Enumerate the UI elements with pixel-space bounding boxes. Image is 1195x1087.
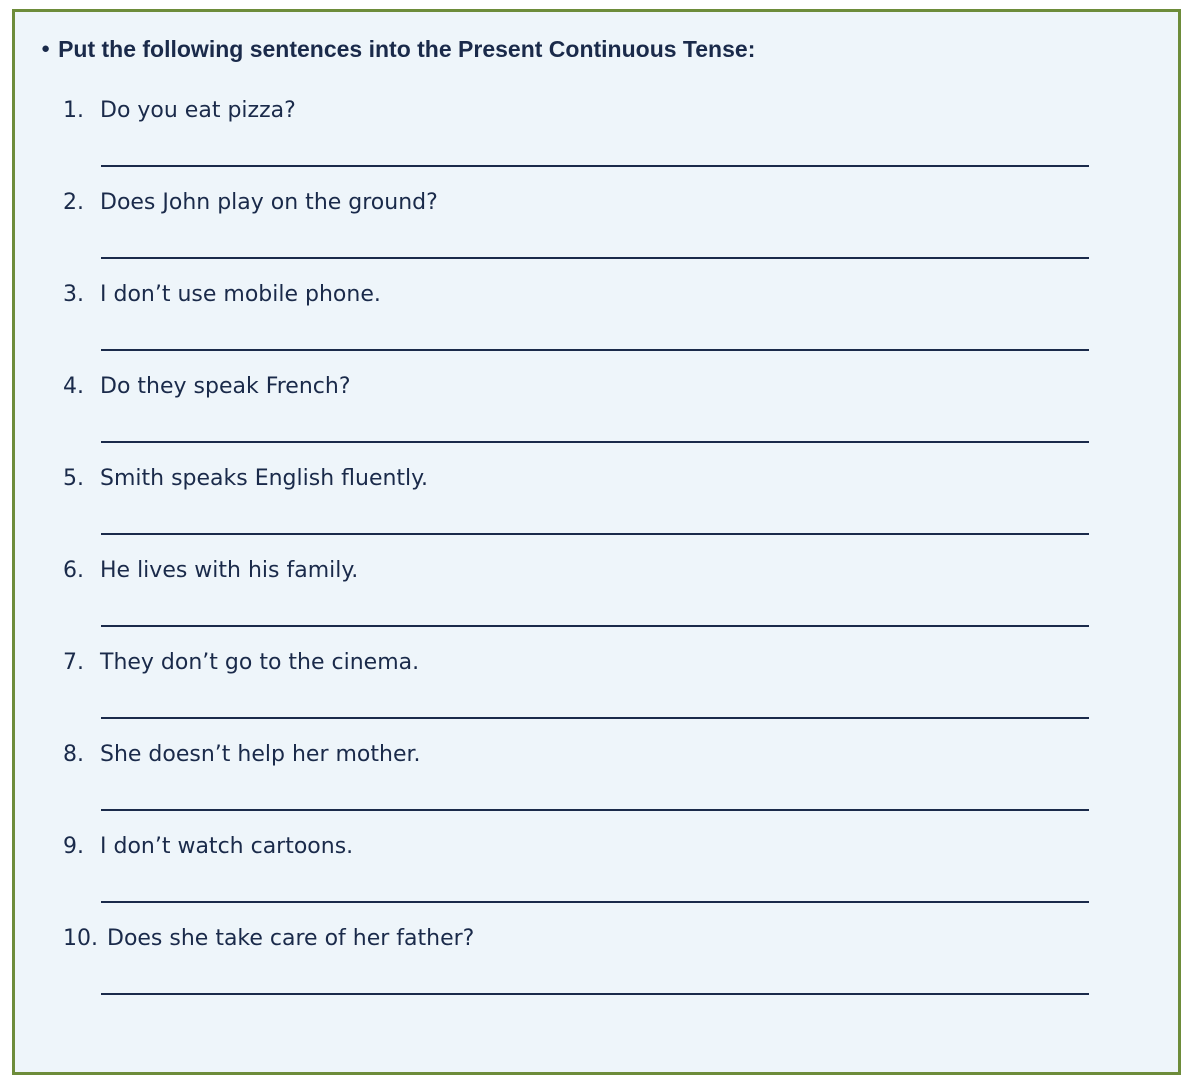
question-text: They don’t go to the cinema. [100,650,420,675]
answer-line-8[interactable] [101,809,1089,811]
question-9 [63,832,353,862]
question-text: Smith speaks English fluently. [100,466,429,491]
answer-line-7[interactable] [101,717,1089,719]
answer-line-3[interactable] [101,349,1089,351]
question-number: 7. [63,650,84,675]
question-text: Do they speak French? [100,374,351,399]
answer-line-6[interactable] [101,625,1089,627]
question-number: 4. [63,374,84,399]
question-3 [63,280,381,310]
bullet-icon: ● [41,40,51,57]
question-5 [63,464,428,494]
question-1 [63,96,296,126]
answer-line-5[interactable] [101,533,1089,535]
question-8 [63,740,421,770]
question-number: 5. [63,466,84,491]
question-text: I don’t use mobile phone. [100,282,381,307]
question-number: 2. [63,190,84,215]
question-text: Does she take care of her father? [107,926,475,951]
question-text: I don’t watch cartoons. [100,834,354,859]
question-text: Do you eat pizza? [100,98,296,123]
question-number: 8. [63,742,84,767]
answer-line-4[interactable] [101,441,1089,443]
question-number: 3. [63,282,84,307]
answer-line-9[interactable] [101,901,1089,903]
answer-line-2[interactable] [101,257,1089,259]
question-number: 6. [63,558,84,583]
worksheet-panel [12,9,1181,1075]
answer-line-10[interactable] [101,993,1089,995]
question-text: Does John play on the ground? [100,190,438,215]
instruction-heading [41,36,755,63]
question-number: 9. [63,834,84,859]
answer-line-1[interactable] [101,165,1089,167]
question-text: He lives with his family. [100,558,359,583]
question-number: 1. [63,98,84,123]
question-10 [63,924,474,954]
question-4 [63,372,351,402]
question-6 [63,556,358,586]
question-number: 10. [63,926,98,951]
question-text: She doesn’t help her mother. [100,742,421,767]
instruction-text: Put the following sentences into the Present Continuous Tense: [58,36,756,62]
question-7 [63,648,419,678]
question-2 [63,188,438,218]
